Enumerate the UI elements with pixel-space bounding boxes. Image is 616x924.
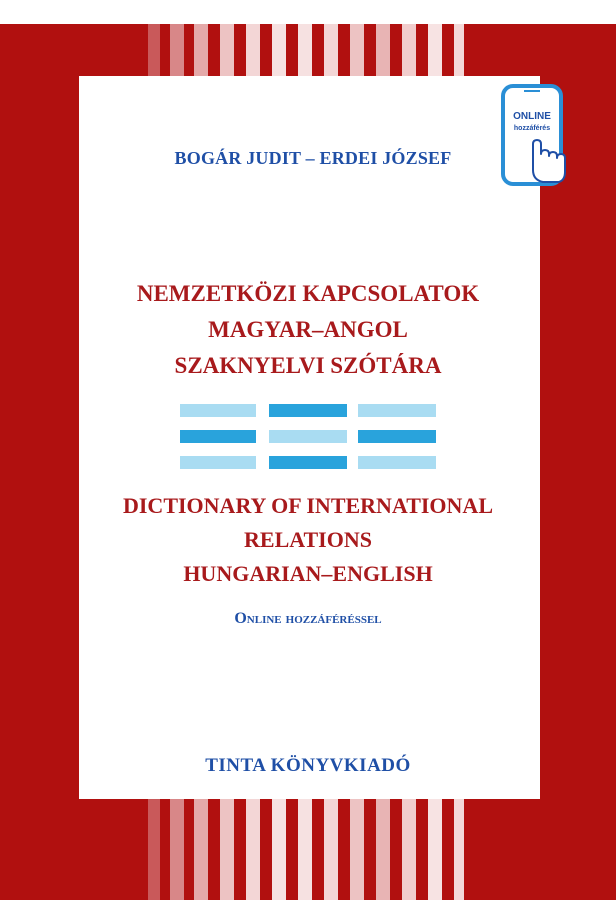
badge-line-2: hozzáférés (513, 125, 551, 132)
authors: BOGÁR JUDIT – ERDEI JÓZSEF (174, 148, 452, 168)
bar (269, 456, 347, 469)
bar (269, 404, 347, 417)
bar (180, 430, 256, 443)
bar (269, 430, 347, 443)
bar (180, 456, 256, 469)
bar (180, 404, 256, 417)
title-en-line-2: RELATIONS (244, 527, 372, 552)
online-badge (499, 84, 567, 192)
title-hungarian (0, 276, 616, 384)
bar (358, 430, 436, 443)
title-en-line-1: DICTIONARY OF INTERNATIONAL (122, 493, 493, 518)
publisher: TINTA KÖNYVKIADÓ (205, 755, 411, 776)
online-access-note: Online hozzáféréssel (234, 610, 382, 627)
badge-line-1: ONLINE (513, 111, 551, 122)
bar (358, 404, 436, 417)
bar (358, 456, 436, 469)
title-hu-line-3: SZAKNYELVI SZÓTÁRA (174, 353, 442, 378)
title-english (0, 489, 616, 591)
title-hu-line-2: MAGYAR–ANGOL (208, 317, 408, 342)
phone-hand-icon (499, 84, 567, 192)
title-hu-line-1: NEMZETKÖZI KAPCSOLATOK (136, 281, 480, 306)
title-en-line-3: HUNGARIAN–ENGLISH (183, 561, 433, 586)
